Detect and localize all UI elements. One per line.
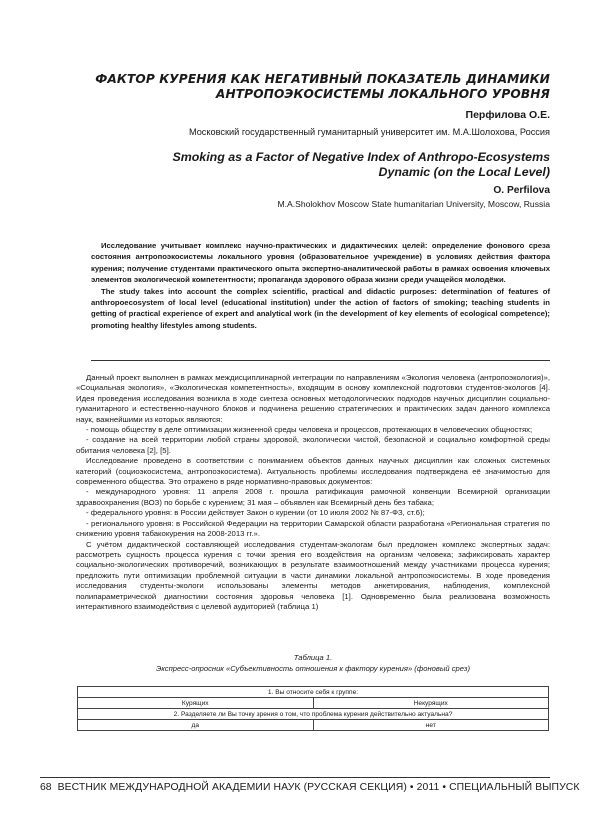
abstract-english: The study takes into account the complex scientific, practical and didactic purposes: determination of features of anthropoecosystem of local level (educational institution) under the action of factors of smoking; teaching students in getting of practical experience of expert and analytical work (in the development of key elements of ecological competence); promoting healthy lifestyles among students. xyxy=(91,286,550,330)
title-english-line-1: Smoking as a Factor of Negative Index of Anthropo-Ecosystems xyxy=(172,150,550,164)
journal-name: ВЕСТНИК МЕЖДУНАРОДНОЙ АКАДЕМИИ НАУК (РУССКАЯ СЕКЦИЯ) • 2011 • СПЕЦИАЛЬНЫЙ ВЫПУСК xyxy=(57,781,580,793)
author-russian: Перфилова О.Е. xyxy=(465,109,550,121)
table-title: Экспресс-опросник «Субъективность отношения к фактору курения» (фоновый срез) xyxy=(156,663,470,673)
body-paragraph: - создание на всей территории любой страны здоровой, экологически чистой, безопасной и социально комфортной среды обитания человека [2], [5]. xyxy=(76,435,550,455)
title-russian-line-2: АНТРОПОЭКОСИСТЕМЫ ЛОКАЛЬНОГО УРОВНЯ xyxy=(215,87,550,101)
table-row xyxy=(78,698,549,709)
table-caption xyxy=(76,653,550,674)
table-row xyxy=(78,720,549,731)
body-paragraph: - регионального уровня: в Российской Федерации на территории Самарской области разработана «Региональная стратегия по снижению уровня табакокурения на 2008-2013 гг.». xyxy=(76,518,550,539)
question-2: 2. Разделяете ли Вы точку зрения о том, что проблема курения действительно актуальна? xyxy=(78,709,549,720)
affiliation-english: M.A.Sholokhov Moscow State humanitarian University, Moscow, Russia xyxy=(277,199,550,209)
affiliation-russian: Московский государственный гуманитарный университет им. М.А.Шолохова, Россия xyxy=(188,127,550,137)
abstract xyxy=(91,240,550,331)
option-smokers: Курящих xyxy=(78,698,314,709)
body-paragraph: - федерального уровня: в России действует Закон о курении (от 10 июля 2002 № 87-ФЗ, ст.6); xyxy=(86,508,425,518)
title-russian xyxy=(70,72,550,102)
title-russian-line-1: ФАКТОР КУРЕНИЯ КАК НЕГАТИВНЫЙ ПОКАЗАТЕЛЬ ДИНАМИКИ xyxy=(95,72,550,86)
option-non-smokers: Некурящих xyxy=(313,698,549,709)
option-no: нет xyxy=(313,720,549,731)
question-1: 1. Вы относите себя к группе: xyxy=(78,687,549,698)
body-paragraph: С учётом дидактической составляющей исследования студентам-экологам был предложен комплекс экспертных задач: рассмотреть сущность процесса курения с точки зрения его воздействия на организм человека; зафиксировать характер социально-экологических противоречий, возникающих в результате взаимоотношений между участниками процесса курения; предложить пути оптимизации проблемной ситуации в части динамики локальной антропоэкосистемы. В ходе проведения исследования студенты-экологи использованы элементы методов анкетирования, наблюдения, комплексной полипараметрической диагностики состояния здоровья человека [1]. Одновременно была реализована возможность интерактивного взаимодействия с целевой аудиторией (таблица 1) xyxy=(76,539,550,611)
page-number: 68 xyxy=(40,781,52,793)
table-row xyxy=(78,709,549,720)
abstract-divider xyxy=(91,360,550,361)
body-text xyxy=(76,373,550,612)
body-paragraph: Данный проект выполнен в рамках междисциплинарной интеграции по направлениям «Экология человека (антропоэкология)», «Социальная экология», «Экологическая компетентность», входящим в основу комплексной подготовки студентов-экологов [4]. Идея проведения исследования возникла в ходе синтеза основных методологических подходов научных дисциплин социально-гуманитарного и естественно-научного блоков и подчинена решению стратегических и практических задач данного комплекса наук, важнейшими из которых являются: xyxy=(76,373,550,424)
table-label: Таблица 1. xyxy=(293,653,333,662)
table-row xyxy=(78,687,549,698)
title-english xyxy=(70,150,550,180)
body-paragraph: Исследование проведено в соответствии с пониманием объектов данных научных дисциплин как сложных системных категорий (социоэкосистема, антропоэкосистема). Актуальность проблемы исследования подтверждена её значимостью для современного общества. Это отражено в ряде нормативно-правовых документов: xyxy=(76,456,550,487)
title-english-line-2: Dynamic (on the Local Level) xyxy=(378,165,550,179)
footer-divider xyxy=(40,777,550,778)
option-yes: да xyxy=(78,720,314,731)
author-english: O. Perfilova xyxy=(493,185,550,196)
abstract-russian: Исследование учитывает комплекс научно-практических и дидактических целей: определение фонового среза состояния антропоэкосистемы локального уровня (образовательное учреждение) в условиях действия фактора курения; получение студентами практического опыта экспертно-аналитической работы в рамках освоения ключевых элементов экологической компетентности; пропаганда здорового образа жизни среди учащейся молодёжи. xyxy=(91,241,550,285)
page-footer xyxy=(40,780,580,794)
survey-table xyxy=(77,686,549,731)
body-paragraph: - международного уровня: 11 апреля 2008 г. прошла ратификация рамочной конвенции Всемирной организации здравоохранения (ВОЗ) по борьбе с курением; 31 мая – объявлен как Всемирный день без табака; xyxy=(76,487,550,507)
body-paragraph: - помощь обществу в деле оптимизации жизненной среды человека и процессов, протекающих в человеческих общностях; xyxy=(86,425,533,435)
